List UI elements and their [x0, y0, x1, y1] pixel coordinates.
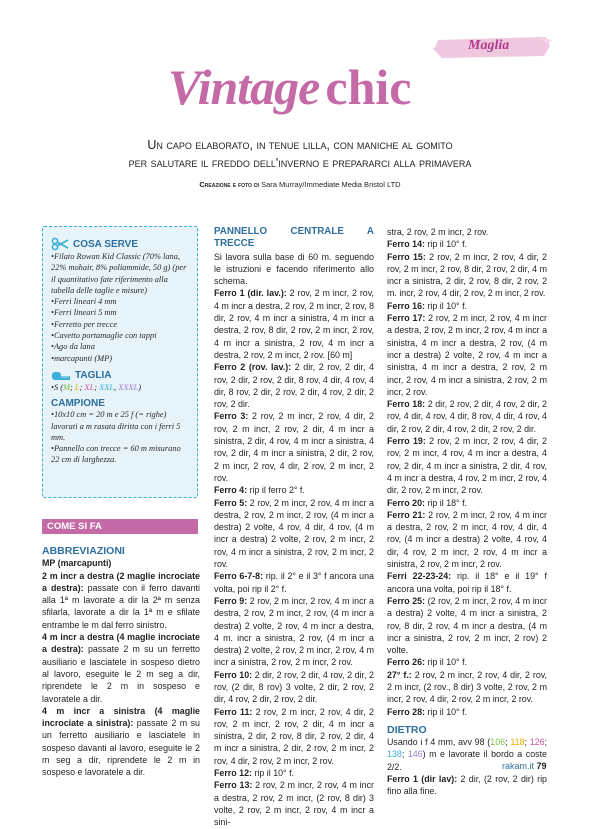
row-instruction: Ferro 13: 2 rov, 2 m incr, 2 rov, 4 m incr a destra, 2 rov, 2 m incr, (2 rov, 8 dir) 3 volte, 2 rov, 2 m incr, 2 rov, 4 m incr a sini- [214, 780, 374, 828]
cosa-serve-heading [51, 237, 189, 251]
materials-item: • Filato Rowan Kid Classic (70% lana, 22% mohair, 8% poliammide, 50 g) (per il quantitativo fate riferimento alla tabella delle taglie e misure) [51, 251, 189, 296]
materials-item: • Cavetto portamaglie con tappi [51, 330, 189, 341]
credit-text: Sara Murray/Immediate Media Bristol LTD [261, 180, 401, 189]
materials-box [42, 226, 198, 498]
materials-list [51, 251, 189, 364]
row-instruction: Ferro 10: 2 dir, 2 rov, 2 dir, 4 rov, 2 dir, 2 rov, (2 dir, 8 rov) 3 volte, 2 dir, 2 rov, 2 dir, 4 rov, 2 dir, 2 rov, 2 dir. [214, 669, 374, 705]
scissors-icon [51, 237, 69, 251]
materials-item: • Ferretto per trecce [51, 319, 189, 330]
abbreviazioni-heading: ABBREVIAZIONI [42, 545, 125, 557]
subtitle [100, 136, 500, 172]
row-instruction: Ferri 22-23-24: rip. il 18° e il 19° f ancora una volta, poi rip il 18° f. [387, 571, 547, 594]
row-instruction: 27° f.: 2 rov, 2 m incr, 2 rov, 4 dir, 2 rov, 2 m incr, (2 rov., 8 dir) 3 volte, 2 rov, 2 m incr, 2 rov, 4 dir, 2 rov, 2 m incr, 2 rov. [387, 669, 547, 705]
campione-list [51, 409, 189, 465]
row-instruction: Ferro 19: 2 rov, 2 m incr, 2 rov, 4 dir, 2 rov, 2 m incr, 4 rov, 4 m incr a destra, 4 rov, 2 dir, 4 m incr a sinistra, 2 dir, 4 rov, 4 m incr a destra, 4 rov, 2 m incr, 2 rov, 4 dir, 2 rov, 2 m incr, 2 rov. [387, 436, 547, 496]
row-instruction: Ferro 12: rip il 10° f. [214, 768, 295, 779]
page-title [168, 58, 438, 128]
row-instruction: Ferro 16: rip il 10° f. [387, 300, 468, 311]
pannello-intro: Si lavora sulla base di 60 m. seguendo le istruzioni e facendo riferimento allo schema. [214, 251, 374, 287]
subtitle-line-1: Un capo elaborato, in tenue lilla, con maniche al gomito [147, 138, 453, 152]
campione-item: • 10x10 cm = 20 m e 25 f (= righe) lavorati a m rasata diritta con i ferri 5 mm. [51, 409, 189, 443]
footer-url: rakam.it [502, 761, 535, 771]
dietro-heading: DIETRO [387, 723, 427, 736]
row-instruction: Ferro 4: rip il ferro 2° f. [214, 485, 305, 496]
sizes-item: • S (M; L; XL; XXL, XXXL) [51, 382, 189, 393]
row-instruction: Ferro 5: 2 rov, 2 m incr, 2 rov, 4 m incr a destra, 2 rov, 2 m incr, 2 rov, (4 m incr a destra) 2 volte, 4 rov, 4 dir, 4 rov, (4 m incr a destra) 2 volte, 2 rov, 2 m incr, 2 rov, 4 m incr a sinistra, 2 rov, 2 m incr, 2 rov. [214, 497, 374, 570]
tape-measure-icon [51, 370, 71, 382]
subtitle-line-2: per salutare il freddo dell'inverno e prepararci alla primavera [128, 156, 472, 170]
materials-item: • Ferri lineari 5 mm [51, 307, 189, 318]
column-pannello [214, 226, 374, 829]
pannello-heading: PANNELLO CENTRALE A TRECCE [214, 226, 374, 250]
materials-item: • marcapunti (MP) [51, 353, 189, 364]
row-instruction: Ferro 6-7-8: rip. il 2° e il 3° f ancora una volta, poi rip il 2° f. [214, 571, 374, 594]
section-tag-label: Maglia [468, 38, 510, 53]
page-number: 79 [536, 761, 547, 771]
row-instruction: Ferro 2 (rov. lav.): 2 dir, 2 rov, 2 dir, 4 rov, 2 dir, 2 rov, 2 dir, 8 rov, 4 dir, 4 rov, 4 dir, 8 rov, 2 dir, 2 rov, 2 dir, 4 rov, 2 dir, 2 rov, 2 dir. [214, 362, 374, 410]
sizes-list [51, 382, 189, 393]
campione-item: • Pannello con trecce = 60 m misurano 22 cm di larghezza. [51, 443, 189, 466]
abbr-paragraph: 4 m incr a destra (4 maglie incrociate a destra): passate 2 m su un ferretto ausiliario e lasciatele in sospeso dietro al lavoro, eseguite le 2 m seg a dir, riprendete le 2 m in sospeso e lavoratele a dir. [42, 632, 200, 704]
dietro-paragraph: Usando i f 4 mm, avv 98 (106; 118; 126; 138; 146) m e lavorate il bordo a coste 2/2. [387, 737, 548, 772]
title-vintage: Vintage [168, 59, 320, 115]
credit-label: Creazione e foto di [199, 180, 260, 189]
row-instruction: Ferro 25: (2 rov, 2 m incr, 2 rov, 4 m incr a destra) 2 volte, 4 m incr a sinistra, 2 rov, 8 dir, 2 rov, 4 m incr a destra, (4 m incr a sinistra, 2 rov, 2 m incr, 2 rov) 2 volte. [387, 595, 547, 656]
come-si-fa-bar: COME SI FA [42, 519, 198, 534]
title-chic: chic [325, 59, 412, 115]
row-instruction: Ferro 9: 2 rov, 2 m incr, 2 rov, 4 m incr a destra, 2 rov, 2 m incr, 2 rov, (4 m incr a destra) 2 volte, 2 rov, 4 m incr a destra, 4 m. incr a sinistra, 2 rov, (4 m incr a destra) 2 volte, 2 rov, 2 m incr, 2 rov, 4 m incr a sinistra, 2 rov, 2 m incr, 2 rov. [214, 595, 374, 668]
row-continuation: stra, 2 rov, 2 m incr, 2 rov. [387, 227, 489, 237]
taglia-title: TAGLIA [75, 370, 112, 382]
row-instruction: Ferro 20: rip il 18° f. [387, 497, 468, 508]
row-instruction: Ferro 15: 2 rov, 2 m incr, 2 rov, 4 dir, 2 rov, 2 m incr, 2 rov, 8 dir, 2 rov, 2 dir, 4 m incr a sinistra, 2 dir, 2 rov, 8 dir, 2 rov, 2 m. incr, 2 rov, 4 dir, 2 rov, 2 m incr, 2 rov. [387, 251, 547, 299]
row-instruction: Ferro 26: rip il 10° f. [387, 657, 468, 668]
cosa-serve-title: COSA SERVE [73, 238, 139, 250]
taglia-heading [51, 370, 189, 382]
abbr-paragraph: 2 m incr a destra (2 maglie incrociate a destra): passate con il ferro davanti alla 1ª m lavorate a dir la 2ª m senza sfilarla, lavorate a dir la 1ª m e sfilate entrambe le m dal ferro sinistro. [42, 570, 200, 630]
abbr-paragraph: 4 m incr a sinistra (4 maglie incrociate a sinistra): passate 2 m su un ferretto ausiliario e lasciatele in sospeso davanti al lavoro, eseguite le 2 m seg a dir, riprendete le 2 m in sospeso e lavoratele a dir. [42, 705, 200, 778]
page-footer [502, 761, 547, 771]
materials-item: • Ago da lana [51, 341, 189, 352]
abbr-paragraph: MP (marcapunti) [42, 558, 112, 569]
row-instruction: Ferro 17: 2 rov, 2 m incr, 2 rov, 4 m incr a destra, 2 rov, 2 m incr, 2 rov, 4 m incr a sinistra, 4 m incr a destra, 2 rov, (4 m incr a destra) 2 volte, 2 rov, 4 m incr a sinistra, 4 m incr a destra, 2 rov, 2 m incr, 2 rov, 4 m incr a sinistra, 2 rov, 2 m incr, 2 rov. [387, 313, 547, 397]
credit [90, 180, 510, 189]
materials-item: • Ferri lineari 4 mm [51, 296, 189, 307]
campione-heading: CAMPIONE [51, 398, 105, 410]
column-abbreviazioni [42, 545, 200, 779]
row-instruction: Ferro 1 (dir lav): 2 dir, (2 rov, 2 dir) rip fino alla fine. [387, 774, 547, 797]
row-instruction: Ferro 11: 2 rov, 2 m incr, 2 rov, 4 dir, 2 rov, 2 m incr, 2 rov, 2 dir, 4 m incr a sinistra, 2 dir, 2 rov, 8 dir, 2 rov, 2 dir, 4 m incr a sinistra, 2 dir, 2 rov, 2 m incr, 2 rov, 4 dir, 2 rov, 2 m incr, 2 rov. [214, 706, 374, 766]
row-instruction: Ferro 1 (dir. lav.): 2 rov, 2 m incr, 2 rov, 4 m incr a destra, 2 rov, 2 m incr, 2 rov, 8 dir, 2 rov, 4 m incr a sinistra, 4 m incr a destra, 2 rov, 8 dir, 2 rov, 2 m incr, 2 rov, 4 m incr a sinistra, 2 rov, 4 m incr a destra, 2 rov, 2 m incr, 2 rov. [60 m] [214, 288, 374, 360]
row-instruction: Ferro 18: 2 dir, 2 rov, 2 dir, 4 rov, 2 dir, 2 rov, 4 dir, 4 rov, 4 dir, 8 rov, 4 dir, 4 rov, 4 dir, 2 rov, 2 dir, 4 rov, 2 dir, 2 rov, 2 dir. [387, 399, 547, 434]
row-instruction: Ferro 14: rip il 10° f. [387, 239, 468, 250]
row-instruction: Ferro 28: rip il 10° f. [387, 706, 468, 717]
row-instruction: Ferro 21: 2 rov, 2 m incr, 2 rov, 4 m incr a destra, 2 rov, 2 m incr, 4 rov, 4 dir, 4 rov, (4 m incr a destra) 2 volte, 4 rov, 4 dir, 4 rov, 2 m incr, 2 rov, 4 m incr a sinistra, 2 rov, 2 m incr, 2 rov. [387, 509, 547, 570]
column-continued [387, 226, 547, 798]
row-instruction: Ferro 3: 2 rov, 2 m incr, 2 rov, 4 dir, 2 rov, 2 m incr, 2 rov, 2 dir, 4 m incr a sinistra, 2 dir, 4 rov, 4 m incr a sinistra, 4 rov, 2 dir, 4 m incr a sinistra, 2 dir, 2 rov, 2 m incr, 2 rov, 4 dir, 2 rov, 2 m incr, 2 rov. [214, 411, 374, 483]
